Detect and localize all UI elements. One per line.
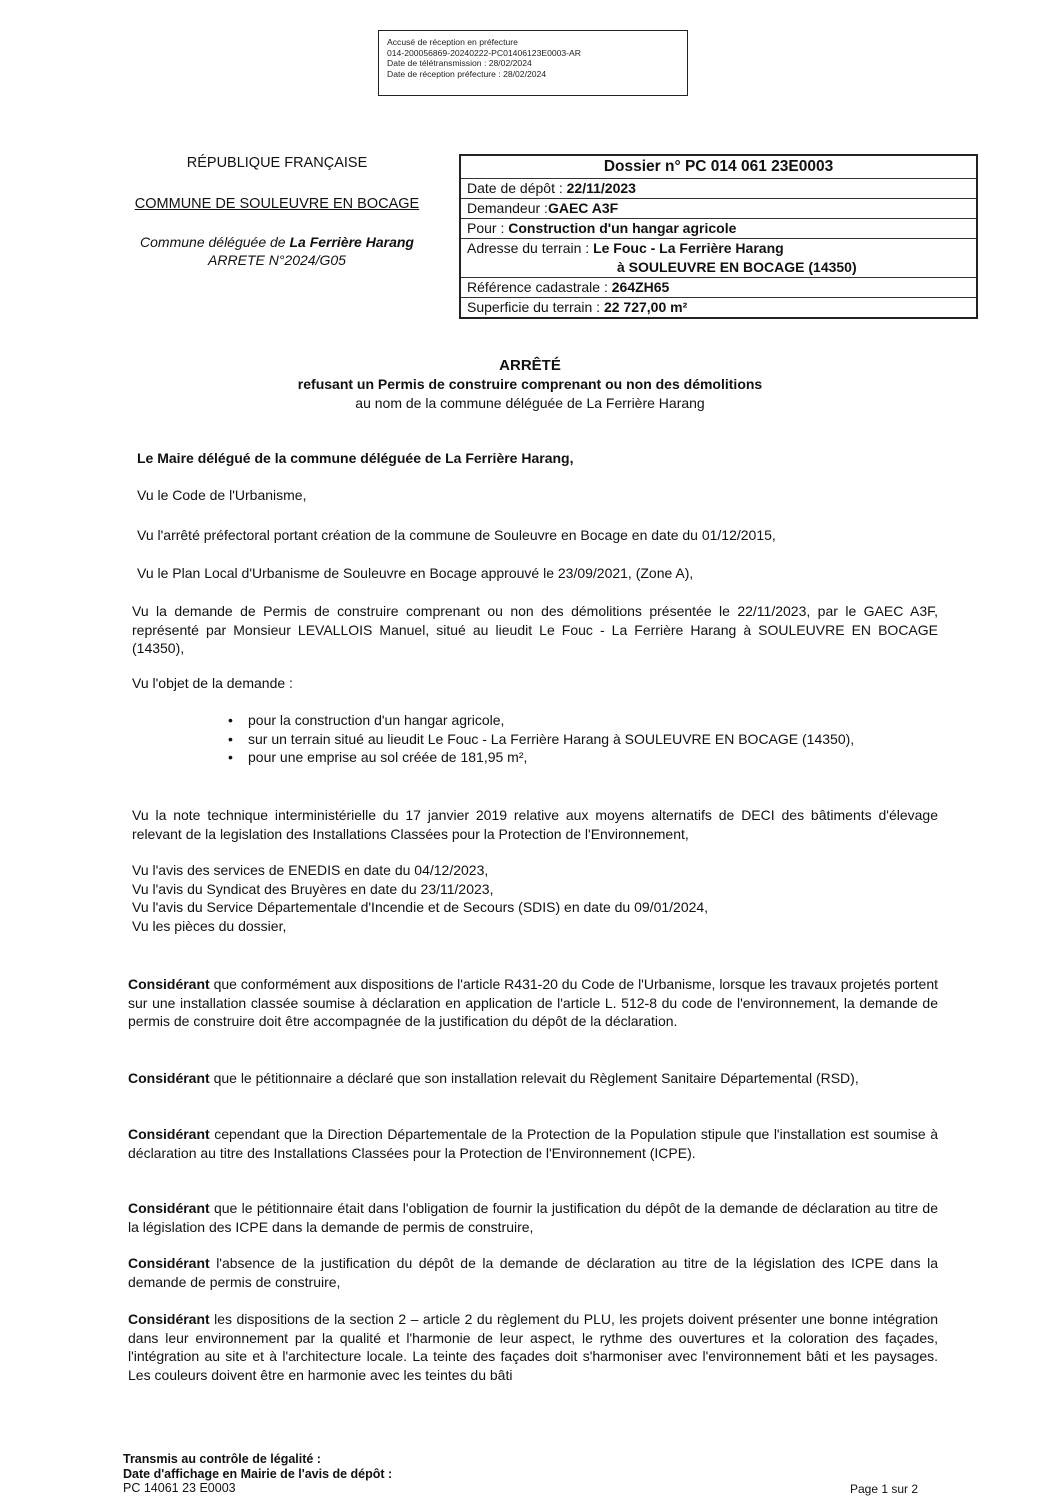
vu-pieces: Vu les pièces du dossier, (132, 917, 287, 934)
arrete-title (180, 356, 880, 413)
vu-demande: Vu la demande de Permis de construire comprenant ou non des démolitions présentée le 22/11/2023, par le GAEC A3F, représenté par Monsieur LEVALLOIS Manuel, situé au lieudit Le Fouc - La Ferrière Harang à SOULEUVRE EN BOCAGE (14350), (132, 603, 938, 656)
maire-line (137, 449, 947, 468)
dossier-demandeur (461, 198, 976, 218)
considerant-word: Considérant (128, 1200, 210, 1216)
list-item: • pour la construction d'un hangar agricole, (128, 711, 938, 730)
ref-label: Référence cadastrale : (467, 279, 612, 295)
adresse-value-2: à SOULEUVRE EN BOCAGE (14350) (617, 259, 857, 275)
footer-affichage: Date d'affichage en Mairie de l'avis de dépôt : (123, 1466, 393, 1481)
vu-code-urbanisme: Vu le Code de l'Urbanisme, (137, 487, 307, 503)
objet-list (128, 711, 938, 767)
stamp-line: Date de télétransmission : 28/02/2024 (387, 58, 532, 68)
commune-deleguee (112, 233, 442, 269)
pour-value: Construction d'un hangar agricole (508, 220, 737, 236)
demandeur-label: Demandeur : (467, 200, 548, 216)
considerant-word: Considérant (128, 1311, 210, 1327)
dossier-reference (461, 277, 976, 297)
vu-avis-list (132, 861, 942, 935)
considerant-4 (128, 1199, 938, 1236)
adresse-label: Adresse du terrain : (467, 240, 594, 256)
commune-heading: COMMUNE DE SOULEUVRE EN BOCAGE (134, 196, 420, 212)
deleguee-prefix: Commune déléguée de (140, 234, 290, 250)
considerant-3 (128, 1125, 938, 1162)
considerant-word: Considérant (128, 1255, 210, 1271)
ref-value: 264ZH65 (611, 279, 670, 295)
title-line-2: refusant un Permis de construire comprenant ou non des démolitions (297, 376, 763, 392)
reception-stamp (378, 30, 688, 96)
considerant-text: que le pétitionnaire était dans l'obligation de fournir la justification du dépôt de la demande de déclaration au titre de la législation des ICPE dans la demande de permis de construire, (128, 1200, 938, 1235)
list-item: • sur un terrain situé au lieudit Le Fouc - La Ferrière Harang à SOULEUVRE EN BOCAGE (14350), (128, 730, 938, 749)
considerant-5 (128, 1254, 938, 1291)
footer-controle: Transmis au contrôle de légalité : (123, 1452, 321, 1466)
deleguee-name: La Ferrière Harang (289, 234, 414, 250)
considerant-text: les dispositions de la section 2 – article 2 du règlement du PLU, les projets doivent présenter une bonne intégration dans leur environnement par la qualité et l'harmonie de leur aspect, le rythme des ouvertures et la coloration des façades, l'intégration au site et à l'architecture locale. La teinte des façades doit s'harmoniser avec l'environnement bâti et les paysages. Les couleurs doivent être en harmonie avec les teintes du bâti (128, 1311, 938, 1383)
maire-text: Le Maire délégué de la commune déléguée de La Ferrière Harang, (137, 450, 574, 466)
dossier-superficie (461, 297, 976, 317)
considerant-text: l'absence de la justification du dépôt de la demande de déclaration au titre de la législation des ICPE dans la demande de permis de construire, (128, 1255, 938, 1290)
stamp-line: Accusé de réception en préfecture (387, 37, 518, 47)
superficie-label: Superficie du terrain : (467, 299, 604, 315)
considerant-2 (128, 1069, 938, 1088)
footer-reference: PC 14061 23 E0003 (123, 1481, 236, 1495)
considerant-6 (128, 1310, 938, 1384)
page-number: Page 1 sur 2 (850, 1482, 919, 1496)
considerant-text: que conformément aux dispositions de l'article R431-20 du Code de l'Urbanisme, lorsque les travaux projetés portent sur une installation classée soumise à déclaration en application de l'article L. 512-8 du code de l'environnement, la demande de permis de construire doit être accompagnée de la justification du dépôt de la déclaration. (128, 976, 938, 1029)
date-value: 22/11/2023 (566, 180, 636, 196)
republique-heading: RÉPUBLIQUE FRANÇAISE (186, 155, 368, 171)
dossier-pour (461, 218, 976, 238)
superficie-value: 22 727,00 m² (603, 299, 688, 315)
arrete-number: ARRETE N°2024/G05 (208, 252, 346, 268)
considerant-1 (128, 975, 938, 1031)
stamp-line: 014-200056869-20240222-PC01406123E0003-AR (387, 47, 581, 58)
vu-plu: Vu le Plan Local d'Urbanisme de Souleuvre en Bocage approuvé le 23/09/2021, (Zone A), (137, 565, 694, 581)
vu-objet: Vu l'objet de la demande : (132, 675, 293, 691)
considerant-word: Considérant (128, 1070, 210, 1086)
vu-syndicat: Vu l'avis du Syndicat des Bruyères en date du 23/11/2023, (132, 880, 494, 897)
adresse-value-1: Le Fouc - La Ferrière Harang (593, 240, 784, 256)
considerant-text: que le pétitionnaire a déclaré que son installation relevait du Règlement Sanitaire Départemental (RSD), (209, 1070, 859, 1086)
demandeur-value: GAEC A3F (547, 200, 619, 216)
vu-note-technique: Vu la note technique interministérielle du 17 janvier 2019 relative aux moyens alternatifs de DECI des bâtiments d'élevage relevant de la legislation des Installations Classées pour la Protection de l'Environnement, (132, 807, 938, 842)
title-line-1: ARRÊTÉ (499, 357, 561, 374)
dossier-date (461, 178, 976, 198)
vu-arrete-prefectoral: Vu l'arrêté préfectoral portant création de la commune de Souleuvre en Bocage en date du 01/12/2015, (137, 527, 776, 543)
considerant-word: Considérant (128, 1126, 210, 1142)
footer (123, 1452, 392, 1496)
title-line-3: au nom de la commune déléguée de La Ferrière Harang (355, 395, 705, 411)
considerant-text: cependant que la Direction Départementale de la Protection de la Population stipule que l'installation est soumise à déclaration au titre des Installations Classées pour la Protection de l'Environnement (ICPE). (128, 1126, 938, 1161)
date-label: Date de dépôt : (467, 180, 567, 196)
dossier-title: Dossier n° PC 014 061 23E0003 (603, 158, 834, 175)
considerant-word: Considérant (128, 976, 210, 992)
dossier-adresse (461, 238, 976, 277)
dossier-box (459, 154, 978, 319)
stamp-line: Date de réception préfecture : 28/02/2024 (387, 68, 547, 79)
pour-label: Pour : (467, 220, 509, 236)
vu-enedis: Vu l'avis des services de ENEDIS en date du 04/12/2023, (132, 862, 489, 878)
list-item: • pour une emprise au sol créée de 181,95 m², (128, 748, 938, 767)
vu-sdis: Vu l'avis du Service Départementale d'Incendie et de Secours (SDIS) en date du 09/01/2024, (132, 899, 709, 915)
